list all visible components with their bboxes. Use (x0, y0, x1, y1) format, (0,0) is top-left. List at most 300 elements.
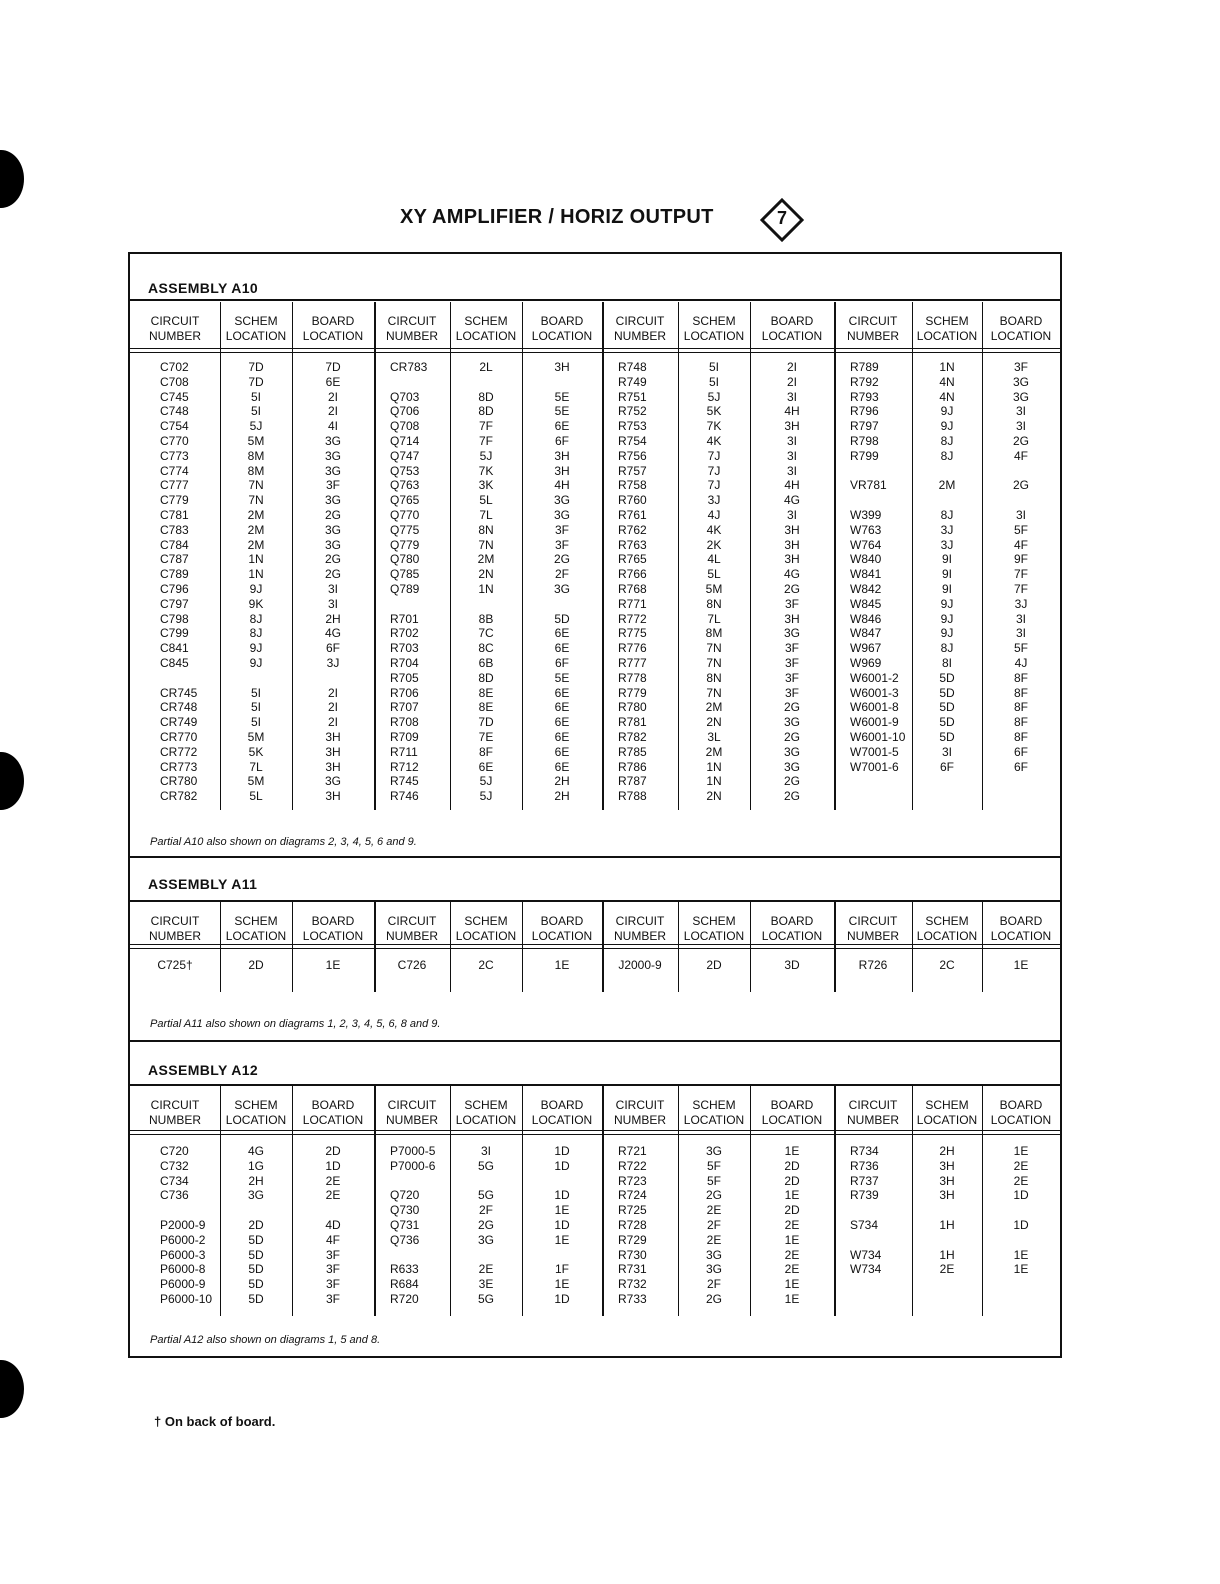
column-header-line: SCHEM (692, 914, 736, 928)
schem-cell: 3G (477, 1232, 494, 1247)
circuit-cell: C754 (160, 419, 189, 434)
column-header-line: NUMBER (846, 1113, 899, 1127)
schem-cell: 3I (941, 744, 952, 759)
circuit-cell: R788 (618, 789, 647, 804)
circuit-cell: VR781 (850, 478, 887, 493)
circuit-cell: R729 (618, 1232, 647, 1247)
assembly-title: ASSEMBLY A10 (148, 280, 259, 296)
schem-cell: 7L (479, 508, 493, 522)
schem-cell: 2L (479, 360, 493, 374)
schem-cell: 5I (250, 715, 261, 730)
schem-cell: 2N (478, 567, 494, 582)
board-cell: 1D (325, 1158, 341, 1173)
board-cell: 3H (784, 522, 800, 537)
board-cell: 4F (1013, 537, 1028, 552)
binder-hole-bottom (0, 1360, 24, 1418)
board-cell: 1E (784, 1144, 800, 1158)
board-cell: 2G (783, 582, 800, 596)
column-separator (374, 302, 376, 810)
schem-cell: 2M (705, 744, 723, 759)
circuit-cell: R704 (390, 656, 419, 670)
schem-cell: 9K (248, 596, 264, 611)
schem-cell: 9J (940, 419, 954, 434)
board-cell: 2E (784, 1218, 800, 1232)
board-cell: 5E (554, 389, 570, 404)
schem-cell: 2E (706, 1232, 722, 1247)
column-header-line: CIRCUIT (387, 914, 437, 928)
circuit-cell: S734 (850, 1218, 879, 1232)
board-cell: 2E (1013, 1173, 1029, 1188)
board-cell: 2D (325, 1144, 341, 1158)
schem-cell: 5M (247, 434, 265, 448)
circuit-cell: P2000-9 (160, 1218, 206, 1232)
board-cell: 1E (554, 1232, 570, 1247)
circuit-cell: P7000-5 (390, 1144, 436, 1158)
column-header-line: LOCATION (683, 329, 745, 343)
schem-cell: 2F (706, 1277, 721, 1292)
schem-cell: 8J (940, 508, 954, 522)
binder-hole-middle (0, 752, 24, 810)
circuit-cell: P7000-6 (390, 1158, 436, 1173)
schem-cell: 5D (248, 1232, 264, 1247)
schem-cell: 2E (939, 1262, 955, 1277)
column-header-line: BOARD (311, 914, 355, 928)
column-header-line: CIRCUIT (387, 1098, 437, 1112)
section-divider (130, 299, 1060, 301)
circuit-cell: W734 (850, 1262, 882, 1277)
board-cell: 1E (784, 1292, 800, 1306)
board-cell: 4G (783, 567, 800, 582)
column-header-schem (912, 314, 982, 344)
schem-cell: 2H (248, 1173, 264, 1188)
schem-cell: 3H (939, 1158, 955, 1173)
column-header-circuit (374, 314, 450, 344)
schem-cell: 5J (479, 789, 493, 804)
schem-cell: 1H (939, 1247, 955, 1262)
board-cell: 4I (327, 419, 338, 434)
circuit-cell: R780 (618, 700, 647, 715)
circuit-cell: R705 (390, 670, 419, 685)
board-cell: 3F (325, 1262, 340, 1277)
column-header-line: LOCATION (455, 329, 517, 343)
board-cell: 1E (1013, 1262, 1029, 1277)
circuit-cell: R760 (618, 493, 647, 508)
schem-cell: 2D (248, 1218, 264, 1232)
schem-cell: 1N (706, 774, 722, 789)
circuit-cell: Q747 (390, 448, 420, 463)
schem-cell: 4K (706, 522, 722, 537)
board-cell: 2I (327, 700, 338, 715)
column-header-board (982, 314, 1060, 344)
board-cell: 6F (1013, 759, 1028, 774)
column-header-schem (912, 1098, 982, 1128)
schem-cell: 9J (940, 596, 954, 611)
circuit-cell: R734 (850, 1144, 879, 1158)
schem-cell: 7J (707, 478, 721, 493)
board-cell: 2G (783, 789, 800, 804)
schem-cell: 6F (939, 759, 954, 774)
schem-cell: 6E (478, 759, 494, 774)
schem-cell: 2E (478, 1262, 494, 1277)
circuit-cell: W6001-10 (850, 730, 906, 744)
schem-cell: 5K (706, 404, 722, 419)
schem-cell: 7J (707, 448, 721, 463)
schem-cell: 7N (248, 478, 264, 493)
board-cell: 3I (327, 582, 338, 596)
schem-cell: 2F (706, 1218, 721, 1232)
board-cell: 3F (1013, 360, 1028, 374)
board-cell: 3I (786, 389, 797, 404)
board-cell: 5F (1013, 522, 1028, 537)
circuit-cell: C770 (160, 434, 189, 448)
board-cell: 3G (324, 448, 341, 463)
schem-cell: 4L (707, 552, 721, 567)
circuit-cell: Q706 (390, 404, 420, 419)
board-cell: 6E (554, 626, 570, 641)
schem-cell: 3L (707, 730, 721, 744)
circuit-cell: R720 (390, 1292, 419, 1306)
board-cell: 3G (553, 508, 570, 522)
column-header-line: LOCATION (916, 1113, 978, 1127)
circuit-cell: R772 (618, 611, 647, 626)
circuit-cell: R736 (850, 1158, 879, 1173)
column-header-line: LOCATION (916, 929, 978, 943)
board-cell: 3H (784, 552, 800, 567)
column-header-line: BOARD (540, 314, 584, 328)
board-cell: 6F (554, 434, 569, 448)
board-cell: 6F (554, 656, 569, 670)
schem-cell: 2G (705, 1188, 722, 1203)
board-cell: 3H (554, 448, 570, 463)
board-cell: 4D (325, 1218, 341, 1232)
assembly-title: ASSEMBLY A12 (148, 1062, 259, 1078)
schem-cell: 5J (249, 419, 263, 434)
column-separator (834, 302, 836, 810)
schem-cell: 8F (478, 744, 493, 759)
schem-cell: 5M (705, 582, 723, 596)
diagram-number-badge (760, 198, 804, 242)
circuit-cell: CR749 (160, 715, 198, 730)
schem-cell: 4G (247, 1144, 264, 1158)
circuit-cell: R785 (618, 744, 647, 759)
schem-cell: 3G (705, 1262, 722, 1277)
circuit-cell: Q775 (390, 522, 420, 537)
circuit-cell: R763 (618, 537, 647, 552)
schem-cell: 4K (706, 434, 722, 448)
column-header-line: NUMBER (385, 329, 438, 343)
circuit-cell: R768 (618, 582, 647, 596)
board-cell: 6E (554, 641, 570, 656)
board-cell: 2D (784, 1173, 800, 1188)
schem-cell: 2N (706, 715, 722, 730)
circuit-cell: R731 (618, 1262, 647, 1277)
circuit-cell: Q779 (390, 537, 420, 552)
schem-cell: 7D (248, 374, 264, 389)
column-header-board (522, 314, 602, 344)
circuit-cell: R778 (618, 670, 647, 685)
column-header-line: CIRCUIT (848, 314, 898, 328)
board-cell: 8F (1013, 670, 1028, 685)
column-header-line: LOCATION (683, 929, 745, 943)
circuit-cell: C748 (160, 404, 189, 419)
circuit-cell: C734 (160, 1173, 189, 1188)
board-cell: 2I (786, 374, 797, 389)
schem-cell: 7E (478, 730, 494, 744)
board-cell: 2G (1012, 478, 1029, 493)
assembly-title: ASSEMBLY A11 (148, 876, 258, 892)
board-cell: 3F (784, 670, 799, 685)
circuit-cell: P6000-2 (160, 1232, 206, 1247)
board-cell: 2I (327, 389, 338, 404)
board-cell: 1E (554, 958, 570, 972)
board-cell: 3F (554, 537, 569, 552)
schem-cell: 5D (939, 700, 955, 715)
circuit-cell: CR745 (160, 685, 198, 700)
column-header-line: BOARD (540, 914, 584, 928)
column-header-line: NUMBER (613, 929, 666, 943)
board-cell: 3H (784, 611, 800, 626)
circuit-cell: R797 (850, 419, 879, 434)
circuit-cell: R796 (850, 404, 879, 419)
board-cell: 3G (324, 522, 341, 537)
schem-cell: 2M (247, 508, 265, 522)
circuit-cell: P6000-9 (160, 1277, 206, 1292)
circuit-cell: R748 (618, 360, 647, 374)
schem-cell: 7L (249, 759, 263, 774)
board-cell: 3I (786, 508, 797, 522)
column-header-line: CIRCUIT (150, 314, 200, 328)
board-cell: 1F (554, 1262, 569, 1277)
board-cell: 3F (325, 478, 340, 493)
schem-cell: 8N (706, 596, 722, 611)
circuit-cell: C799 (160, 626, 189, 641)
schem-cell: 7N (478, 537, 494, 552)
schem-cell: 1G (247, 1158, 264, 1173)
board-cell: 2I (786, 360, 797, 374)
board-cell: 1E (784, 1277, 800, 1292)
assembly-note: Partial A10 also shown on diagrams 2, 3, 4, 5, 6 and 9. (150, 836, 417, 848)
circuit-cell: C781 (160, 508, 189, 522)
circuit-cell: R684 (390, 1277, 419, 1292)
board-cell: 1D (1013, 1188, 1029, 1203)
circuit-cell: C779 (160, 493, 189, 508)
column-header-line: CIRCUIT (615, 314, 665, 328)
circuit-cell: W847 (850, 626, 882, 641)
circuit-cell: R776 (618, 641, 647, 656)
board-cell: 3I (1015, 626, 1026, 641)
circuit-cell: P6000-3 (160, 1247, 206, 1262)
board-cell: 4G (324, 626, 341, 641)
circuit-cell: W763 (850, 522, 882, 537)
board-cell: 2G (324, 567, 341, 582)
schem-cell: 1H (939, 1218, 955, 1232)
board-cell: 3H (325, 789, 341, 804)
schem-cell: 9I (941, 552, 952, 567)
circuit-cell: Q714 (390, 434, 420, 448)
circuit-cell: C784 (160, 537, 189, 552)
schem-cell: 9J (249, 641, 263, 656)
circuit-cell: R761 (618, 508, 647, 522)
schem-cell: 5M (247, 774, 265, 789)
column-header-line: NUMBER (148, 329, 201, 343)
circuit-cell: C777 (160, 478, 189, 493)
schem-cell: 2D (248, 958, 264, 972)
column-separator (602, 302, 604, 810)
schem-cell: 9J (940, 626, 954, 641)
schem-cell: 8M (247, 448, 265, 463)
board-cell: 3J (1014, 596, 1028, 611)
circuit-cell: R781 (618, 715, 647, 730)
board-cell: 3F (784, 656, 799, 670)
column-header-line: CIRCUIT (848, 914, 898, 928)
circuit-cell: W967 (850, 641, 882, 656)
board-cell: 6E (325, 374, 341, 389)
binder-hole-top (0, 150, 24, 208)
schem-cell: 3H (939, 1173, 955, 1188)
board-cell: 3G (324, 537, 341, 552)
circuit-cell: R762 (618, 522, 647, 537)
board-cell: 3H (325, 744, 341, 759)
schem-cell: 8N (478, 522, 494, 537)
board-cell: 2H (325, 611, 341, 626)
circuit-cell: C845 (160, 656, 189, 670)
circuit-cell: R779 (618, 685, 647, 700)
schem-cell: 7K (478, 463, 494, 478)
board-cell: 5D (554, 611, 570, 626)
board-cell: 2G (553, 552, 570, 567)
board-cell: 3G (783, 626, 800, 641)
column-header-line: LOCATION (990, 329, 1052, 343)
circuit-cell: Q731 (390, 1218, 420, 1232)
board-cell: 6E (554, 419, 570, 434)
assembly-note: Partial A12 also shown on diagrams 1, 5 and 8. (150, 1334, 381, 1346)
board-cell: 6E (554, 715, 570, 730)
schem-cell: 5D (939, 685, 955, 700)
schem-cell: 5G (477, 1188, 494, 1203)
assembly-a10 (130, 254, 1060, 858)
column-header-line: LOCATION (761, 929, 823, 943)
board-cell: 1D (554, 1292, 570, 1306)
board-cell: 5E (554, 670, 570, 685)
schem-cell: 2C (478, 958, 494, 972)
column-header-board (292, 314, 374, 344)
schem-cell: 5D (939, 730, 955, 744)
circuit-cell: R709 (390, 730, 419, 744)
column-header-line: CIRCUIT (150, 1098, 200, 1112)
board-cell: 3F (784, 641, 799, 656)
column-header-line: BOARD (311, 314, 355, 328)
header-underline (130, 348, 1060, 353)
schem-cell: 3J (940, 537, 954, 552)
circuit-cell: R726 (858, 958, 888, 972)
board-cell: 3F (554, 522, 569, 537)
board-cell: 3I (1015, 419, 1026, 434)
column-header-circuit (130, 1098, 220, 1128)
column-header-line: BOARD (999, 1098, 1043, 1112)
board-cell: 3H (784, 537, 800, 552)
column-header-board (522, 1098, 602, 1128)
schem-cell: 4N (939, 389, 955, 404)
column-header-line: NUMBER (385, 929, 438, 943)
board-cell: 3J (326, 656, 340, 670)
circuit-cell: R792 (850, 374, 879, 389)
board-cell: 8F (1013, 685, 1028, 700)
schem-cell: 8D (478, 389, 494, 404)
column-header-line: NUMBER (613, 329, 666, 343)
schem-cell: 1N (248, 567, 264, 582)
schem-cell: 5M (247, 730, 265, 744)
board-cell: 4F (1013, 448, 1028, 463)
column-header-line: LOCATION (302, 329, 364, 343)
column-header-circuit (602, 914, 678, 944)
board-cell: 2E (1013, 1158, 1029, 1173)
board-cell: 3G (553, 582, 570, 596)
board-cell: 3I (786, 463, 797, 478)
circuit-cell: R757 (618, 463, 647, 478)
schem-cell: 7D (248, 360, 264, 374)
circuit-cell: R723 (618, 1173, 647, 1188)
schem-cell: 2G (477, 1218, 494, 1232)
board-cell: 3H (784, 419, 800, 434)
column-header-circuit (130, 314, 220, 344)
circuit-cell: C708 (160, 374, 189, 389)
circuit-cell: C736 (160, 1188, 189, 1203)
column-header-line: LOCATION (225, 329, 287, 343)
schem-cell: 8N (706, 670, 722, 685)
board-cell: 3H (554, 360, 570, 374)
column-header-schem (912, 914, 982, 944)
schem-cell: 5F (706, 1158, 721, 1173)
circuit-cell: W845 (850, 596, 882, 611)
circuit-cell: R746 (390, 789, 419, 804)
circuit-cell: R737 (850, 1173, 879, 1188)
board-cell: 3I (1015, 404, 1026, 419)
board-cell: 1D (554, 1144, 570, 1158)
circuit-cell: R728 (618, 1218, 647, 1232)
circuit-cell: C732 (160, 1158, 189, 1173)
circuit-cell: C774 (160, 463, 189, 478)
column-header-line: SCHEM (234, 314, 278, 328)
circuit-cell: R752 (618, 404, 647, 419)
circuit-cell: R633 (390, 1262, 419, 1277)
board-cell: 3F (325, 1247, 340, 1262)
board-cell: 2I (327, 715, 338, 730)
board-cell: 3F (325, 1292, 340, 1306)
schem-cell: 5G (477, 1292, 494, 1306)
board-cell: 3I (1015, 611, 1026, 626)
column-header-line: LOCATION (531, 929, 593, 943)
column-header-line: NUMBER (613, 1113, 666, 1127)
circuit-cell: Q765 (390, 493, 420, 508)
schem-cell: 5D (248, 1292, 264, 1306)
circuit-cell: W842 (850, 582, 882, 596)
circuit-cell: W399 (850, 508, 882, 522)
schem-cell: 2F (478, 1203, 493, 1218)
board-cell: 3G (553, 493, 570, 508)
board-cell: 6E (554, 730, 570, 744)
board-cell: 1D (554, 1158, 570, 1173)
column-header-line: SCHEM (925, 314, 969, 328)
column-header-schem (678, 1098, 750, 1128)
schem-cell: 8M (247, 463, 265, 478)
circuit-cell: R751 (618, 389, 647, 404)
column-header-line: CIRCUIT (615, 1098, 665, 1112)
circuit-cell: R732 (618, 1277, 647, 1292)
circuit-cell: W846 (850, 611, 882, 626)
circuit-cell: R787 (618, 774, 647, 789)
board-cell: 2E (784, 1247, 800, 1262)
schem-cell: 5D (248, 1247, 264, 1262)
